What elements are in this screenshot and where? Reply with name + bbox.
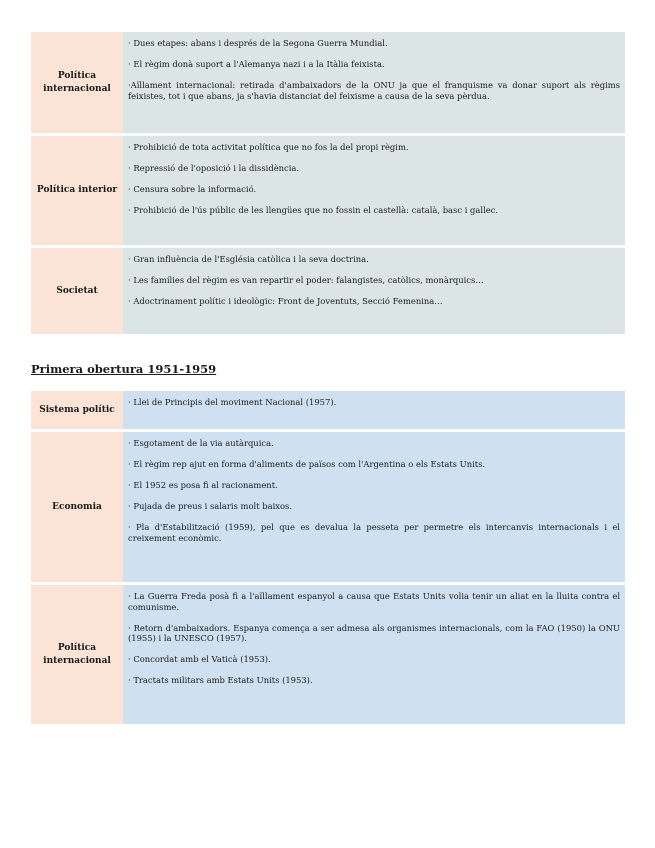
table-row [31, 248, 625, 334]
table-franquisme-primera-etapa [31, 32, 625, 334]
list-item: · La Guerra Freda posà fi a l'aïllament espanyol a causa que Estats Units volia tenir un aliat en la lluita contra el comunisme. [128, 591, 620, 612]
row-content [123, 391, 625, 429]
table-row [31, 432, 625, 582]
row-label-sistema-politic: Sistema polític [31, 391, 123, 429]
table-row [31, 136, 625, 245]
list-item: · Retorn d'ambaixadors. Espanya comença a ser admesa als organismes internacionals, com la FAO (1950) la ONU (1955) i la UNESCO (1957). [128, 622, 620, 643]
list-item: · Pujada de preus i salaris molt baixos. [128, 501, 293, 511]
list-item: ·Aïllament internacional: retirada d'ambaixadors de la ONU ja que el franquisme va donar suport als règims feixistes, tot i que abans, ja s'havia distanciat del feixisme a causa de la seva pèrdua. [128, 80, 620, 101]
row-label-politica-interior: Política interior [31, 136, 123, 245]
row-content [123, 432, 625, 582]
list-item: · Les famílies del règim es van repartir el poder: falangistes, catòlics, monàrquics… [128, 275, 484, 285]
list-item: · Pla d'Estabilització (1959), pel que es devalua la pesseta per permetre els intercanvis internacionals i el creixement econòmic. [128, 522, 620, 543]
table-row [31, 32, 625, 133]
list-item: · Dues etapes: abans i després de la Segona Guerra Mundial. [128, 38, 388, 48]
row-label-economia: Economia [31, 432, 123, 582]
row-content [123, 248, 625, 334]
list-item: · Tractats militars amb Estats Units (1953). [128, 675, 313, 685]
list-item: · El règim rep ajut en forma d'aliments de països com l'Argentina o els Estats Units. [128, 459, 486, 469]
list-item: · Censura sobre la informació. [128, 184, 257, 194]
row-label-politica-internacional: Política internacional [31, 32, 123, 133]
row-content [123, 136, 625, 245]
list-item: · Esgotament de la via autàrquica. [128, 438, 274, 448]
list-item: · El règim donà suport a l'Alemanya nazi i a la Itàlia feixista. [128, 59, 385, 69]
table-row [31, 391, 625, 429]
section-heading: Primera obertura 1951-1959 [31, 362, 217, 376]
list-item: · Adoctrinament polític i ideològic: Front de Joventuts, Secció Femenina… [128, 296, 443, 306]
table-primera-obertura [31, 391, 625, 724]
list-item: · Repressió de l'oposició i la dissidència. [128, 163, 300, 173]
list-item: · Prohibició de l'ús públic de les llengües que no fossin el castellà: català, basc i gallec. [128, 205, 499, 215]
row-label-politica-internacional: Política internacional [31, 585, 123, 724]
list-item: · Gran influència de l'Església catòlica i la seva doctrina. [128, 254, 369, 264]
list-item: · Llei de Principis del moviment Nacional (1957). [128, 397, 337, 407]
row-label-societat: Societat [31, 248, 123, 334]
row-content [123, 32, 625, 133]
list-item: · El 1952 es posa fi al racionament. [128, 480, 278, 490]
row-content [123, 585, 625, 724]
list-item: · Prohibició de tota activitat política que no fos la del propi règim. [128, 142, 409, 152]
table-row [31, 585, 625, 724]
list-item: · Concordat amb el Vaticà (1953). [128, 654, 271, 664]
